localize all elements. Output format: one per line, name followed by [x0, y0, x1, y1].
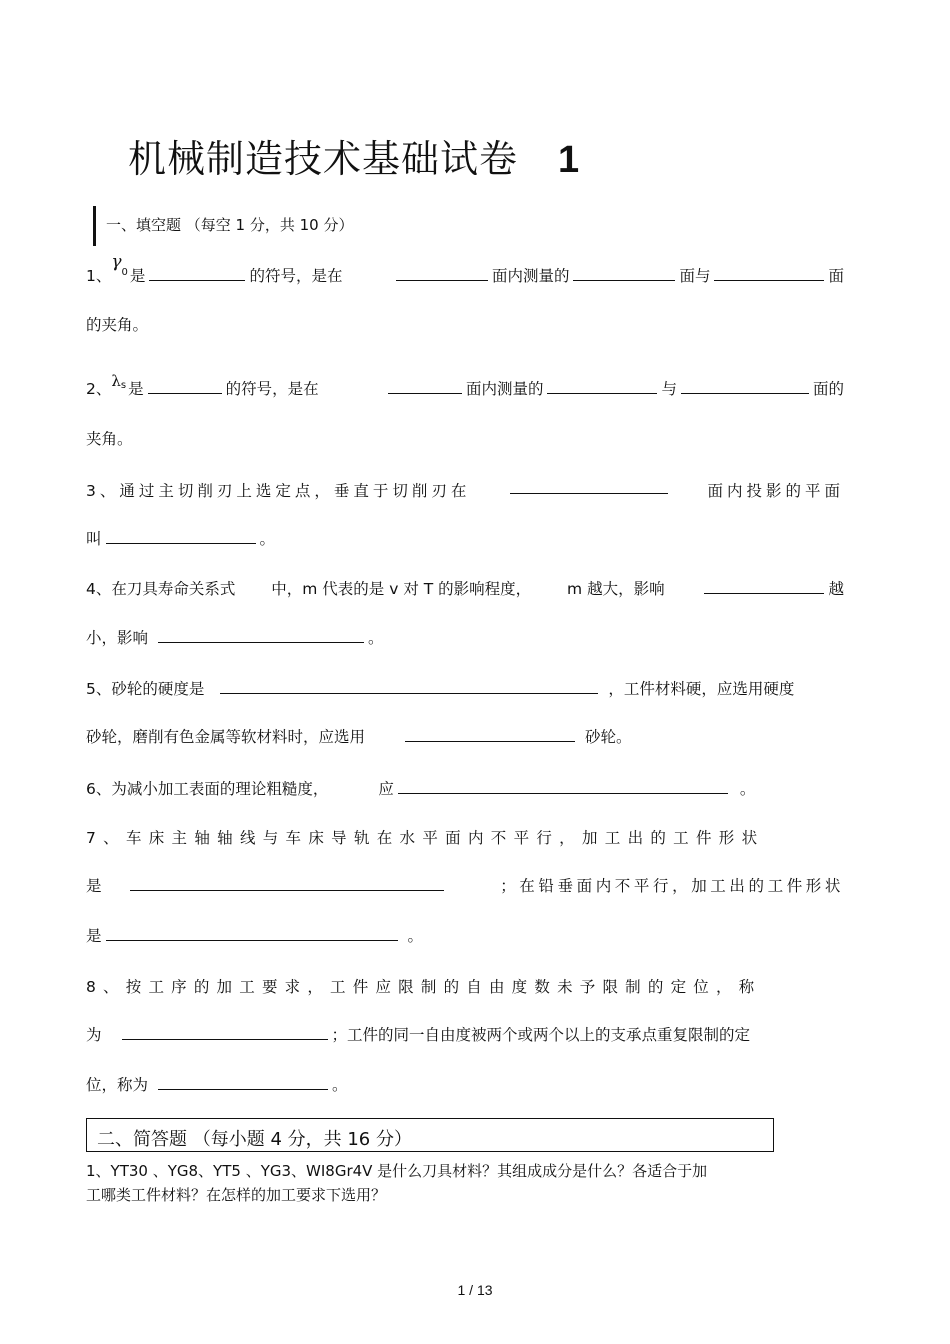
q5-text-2: ，工件材料硬，应选用硬度 — [608, 680, 795, 698]
q1-subscript: 0 — [121, 267, 128, 278]
blank[interactable] — [398, 779, 728, 794]
question-6-line-1 — [86, 777, 755, 799]
q3-text-1: 3、通过主切削刃上选定点，垂直于切削刃在 — [86, 482, 471, 500]
q2-number: 2、 — [86, 380, 112, 398]
q3-text-2: 面内投影的平面 — [707, 482, 844, 500]
q5-text-4: 砂轮。 — [585, 728, 632, 746]
q4-text-1: 4、在刀具寿命关系式 — [86, 580, 236, 598]
s2-question-1-line-1: 1、YT30 、YG8、YT5 、YG3、WI8Gr4V 是什么刀具材料？其组成成分是什么？各适合于加 — [86, 1162, 708, 1180]
blank[interactable] — [388, 379, 462, 394]
q1-text-5: 面 — [828, 267, 844, 285]
blank[interactable] — [106, 529, 256, 544]
blank[interactable] — [220, 679, 598, 694]
q7-text-3: ；在铅垂面内不平行，加工出的工件形状 — [500, 877, 844, 895]
question-7-line-3 — [86, 924, 423, 946]
question-8-line-3 — [86, 1073, 348, 1095]
blank[interactable] — [396, 266, 488, 281]
question-2-line-1 — [86, 372, 844, 399]
q4-text-3: m 越大，影响 — [567, 580, 665, 598]
question-7-line-2 — [86, 874, 844, 896]
blank[interactable] — [681, 379, 809, 394]
lambda-symbol-icon: λ — [111, 372, 121, 390]
q7-text-1: 7、车床主轴轴线与车床导轨在水平面内不平行，加工出的工件形状 — [86, 829, 765, 847]
q1-text-2: 的符号，是在 — [249, 267, 343, 285]
blank[interactable] — [510, 479, 668, 494]
q2-text-2: 的符号，是在 — [225, 380, 319, 398]
q2-text-1: 是 — [128, 380, 144, 398]
q8-text-5: 。 — [332, 1076, 348, 1094]
q8-text-2: 为 — [86, 1026, 102, 1044]
q3-text-4: 。 — [259, 530, 276, 548]
title-text: 机械制造技术基础试卷 — [128, 137, 519, 181]
blank[interactable] — [158, 628, 364, 643]
question-4-line-1 — [86, 577, 844, 599]
blank[interactable] — [573, 266, 675, 281]
section-marker-bar — [93, 206, 96, 246]
page-title — [128, 128, 580, 183]
q4-end — [700, 577, 844, 599]
q1-number: 1、 — [86, 267, 112, 285]
blank[interactable] — [714, 266, 824, 281]
q5-text-1: 5、砂轮的硬度是 — [86, 680, 205, 698]
q3-text-3: 叫 — [86, 530, 102, 548]
q6-text-1: 6、为减小加工表面的理论粗糙度， — [86, 780, 329, 798]
q6-text-2: 应 — [378, 780, 394, 798]
blank[interactable] — [122, 1025, 328, 1040]
blank[interactable] — [148, 379, 222, 394]
question-3-line-1 — [86, 479, 844, 501]
blank[interactable] — [106, 926, 398, 941]
question-4-line-2 — [86, 626, 384, 648]
q4-text-2: 中，m 代表的是 v 对 T 的影响程度， — [271, 580, 532, 598]
blank[interactable] — [704, 579, 824, 594]
q1-text-4: 面与 — [679, 267, 711, 285]
q8-text-3: ；工件的同一自由度被两个或两个以上的支承点重复限制的定 — [331, 1026, 751, 1044]
blank[interactable] — [149, 266, 245, 281]
section1-heading: 一、填空题 （每空 1 分，共 10 分） — [106, 216, 354, 234]
q2-start — [86, 372, 319, 399]
q2-text-5: 面的 — [812, 380, 844, 398]
q4-text-4: 越 — [828, 580, 844, 598]
question-7-line-1 — [86, 826, 844, 848]
blank[interactable] — [158, 1075, 328, 1090]
blank[interactable] — [405, 727, 575, 742]
question-5-line-1 — [86, 677, 794, 699]
question-5-line-2 — [86, 725, 632, 747]
q6-text-3: 。 — [739, 780, 756, 798]
q1-mid — [392, 264, 844, 286]
q2-subscript: s — [120, 380, 127, 391]
gamma-symbol-icon: γ — [111, 252, 122, 272]
q7-text-5: 。 — [407, 927, 424, 945]
section2-heading: 二、简答题 （每小题 4 分，共 16 分） — [97, 1129, 412, 1150]
q1-start — [86, 252, 343, 286]
blank[interactable] — [547, 379, 657, 394]
q1-text-1: 是 — [129, 267, 146, 285]
question-3-line-2 — [86, 527, 275, 549]
question-8-line-1 — [86, 975, 844, 997]
s2-question-1-line-2: 工哪类工件材料？在怎样的加工要求下选用？ — [86, 1186, 387, 1204]
q4-text-5: 小，影响 — [86, 629, 149, 647]
q1-line-2: 的夹角。 — [86, 316, 149, 334]
q4-text-6: 。 — [368, 629, 384, 647]
q8-text-4: 位，称为 — [86, 1076, 149, 1094]
question-8-line-2 — [86, 1023, 750, 1045]
q7-start — [86, 874, 448, 896]
page-number: 1 / 13 — [457, 1282, 493, 1298]
blank[interactable] — [130, 876, 444, 891]
q1-text-3: 面内测量的 — [491, 267, 570, 285]
title-number: 1 — [558, 139, 581, 181]
question-1-line-1 — [86, 252, 844, 286]
q7-text-4: 是 — [86, 927, 102, 945]
q2-text-3: 面内测量的 — [465, 380, 544, 398]
q2-mid — [384, 377, 844, 399]
q2-line-2: 夹角。 — [86, 430, 133, 448]
q8-text-1: 8、按工序的加工要求，工件应限制的自由度数未予限制的定位，称 — [86, 978, 762, 996]
q5-text-3: 砂轮，磨削有色金属等软材料时，应选用 — [86, 728, 366, 746]
section2-heading-box — [86, 1118, 774, 1152]
q7-text-2: 是 — [86, 877, 102, 895]
q2-text-4: 与 — [661, 380, 677, 398]
